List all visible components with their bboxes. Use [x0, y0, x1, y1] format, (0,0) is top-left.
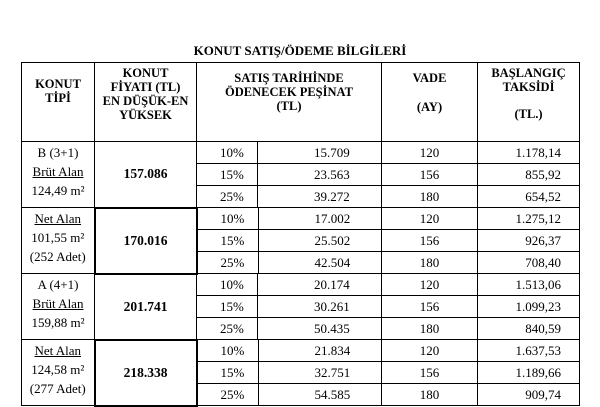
installment-cell: 1.099,23 [478, 296, 580, 318]
header-row [22, 63, 580, 142]
installment-cell: 1.189,66 [478, 362, 580, 384]
installment-cell: 926,37 [478, 230, 580, 252]
header-pesinat: SATIŞ TARİHİNDE ÖDENECEK PEŞİNAT (TL) [197, 63, 382, 142]
down-payment-cell: 15% 30.261 [197, 296, 382, 318]
table-row [22, 340, 580, 362]
term-cell: 156 [382, 296, 478, 318]
header-vade: VADE (AY) [382, 63, 478, 142]
down-payment-cell: 15% 23.563 [197, 164, 382, 186]
housing-type-cell: A (4+1) Brüt Alan 159,88 m² [22, 274, 95, 340]
down-payment-cell: 25% 50.435 [197, 318, 382, 340]
installment-cell: 840,59 [478, 318, 580, 340]
housing-type-cell: Net Alan 124,58 m² (277 Adet) [22, 340, 95, 406]
down-payment-cell: 15% 32.751 [197, 362, 382, 384]
down-payment-cell: 15% 25.502 [197, 230, 382, 252]
installment-cell: 855,92 [478, 164, 580, 186]
table-row [22, 208, 580, 230]
down-payment-cell: 10% 17.002 [197, 208, 382, 230]
term-cell: 180 [382, 252, 478, 274]
down-payment-cell: 10% 20.174 [197, 274, 382, 296]
installment-cell: 1.178,14 [478, 142, 580, 164]
down-payment-cell: 25% 39.272 [197, 186, 382, 208]
installment-cell: 1.637,53 [478, 340, 580, 362]
header-baslangic-taksidi: BAŞLANGIÇ TAKSİDİ (TL.) [478, 63, 580, 142]
housing-type-cell: Net Alan 101,55 m² (252 Adet) [22, 208, 95, 274]
housing-type-cell: B (3+1) Brüt Alan 124,49 m² [22, 142, 95, 208]
term-cell: 180 [382, 186, 478, 208]
price-cell: 218.338 [95, 340, 197, 406]
down-payment-cell: 25% 54.585 [197, 384, 382, 406]
down-payment-cell: 10% 15.709 [197, 142, 382, 164]
term-cell: 120 [382, 208, 478, 230]
term-cell: 156 [382, 164, 478, 186]
price-cell: 201.741 [95, 274, 197, 340]
term-cell: 120 [382, 274, 478, 296]
document-title: KONUT SATIŞ/ÖDEME BİLGİLERİ [193, 43, 407, 58]
installment-cell: 1.275,12 [478, 208, 580, 230]
down-payment-cell: 10% 21.834 [197, 340, 382, 362]
installment-cell: 708,40 [478, 252, 580, 274]
term-cell: 180 [382, 384, 478, 406]
term-cell: 120 [382, 340, 478, 362]
table-row [22, 142, 580, 164]
installment-cell: 909,74 [478, 384, 580, 406]
header-konut-tipi: KONUT TİPİ [22, 63, 95, 142]
header-konut-fiyati: KONUT FİYATI (TL) EN DÜŞÜK-EN YÜKSEK [95, 63, 197, 142]
payment-table [21, 62, 580, 407]
down-payment-cell: 25% 42.504 [197, 252, 382, 274]
installment-cell: 1.513,06 [478, 274, 580, 296]
price-cell: 157.086 [95, 142, 197, 208]
table-row [22, 274, 580, 296]
term-cell: 156 [382, 362, 478, 384]
term-cell: 156 [382, 230, 478, 252]
price-cell: 170.016 [95, 208, 197, 274]
term-cell: 180 [382, 318, 478, 340]
installment-cell: 654,52 [478, 186, 580, 208]
term-cell: 120 [382, 142, 478, 164]
